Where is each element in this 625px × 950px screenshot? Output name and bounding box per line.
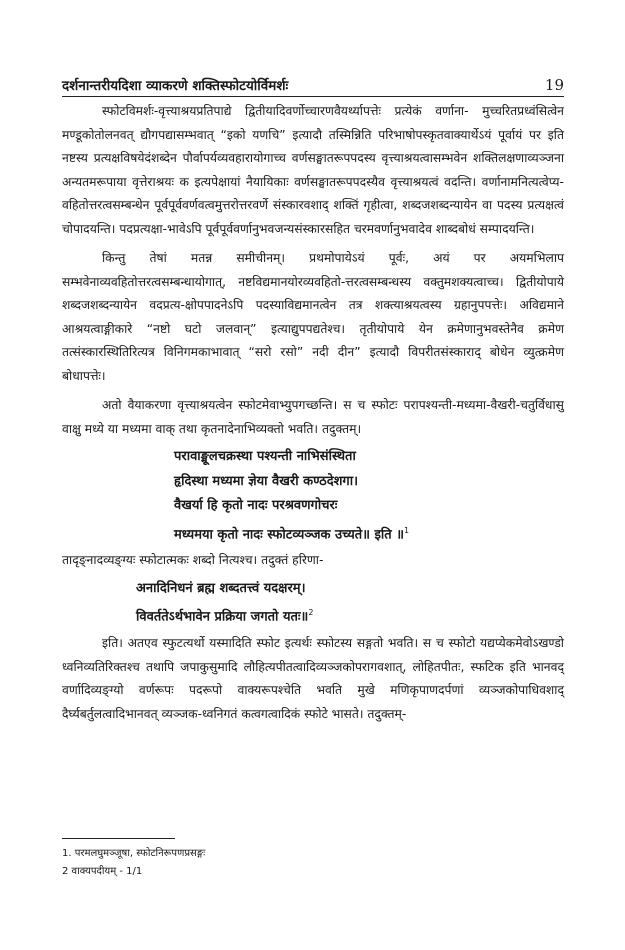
footnote-ref: 2	[308, 608, 314, 618]
verse-block-brahma	[62, 577, 564, 630]
verse-line: विवर्ततेऽर्थभावेन प्रक्रिया जगतो यतः॥	[136, 609, 309, 625]
paragraph-hari-intro: तादृङ्नादव्यङ्ग्यः स्फोटात्मकः शब्दो नित्यश्च। तदुक्तं हरिणा-	[62, 553, 324, 568]
verse-line: मध्यमया कृतो नादः स्फोटव्यञ्जक उच्यते॥ इति ॥	[174, 526, 404, 542]
footnote-divider	[62, 838, 175, 839]
footnote-1: 1. परमलघुमञ्जूषा, स्फोटनिरूपणप्रसङ्गः	[62, 848, 206, 859]
paragraph-sphota-vimarsha: स्फोटविमर्शः-वृत्त्याश्रयप्रतिपाद्ये द्वितीयादिवर्णोच्चारणवैयर्थ्यापत्तेः प्रत्येकं वर्णाना- मुच्चरितप्रध्वंसित्वेन मण्डूकोतोलनवत् द्यौगपद्यासम्भवात् “इको यणचि” इत्यादौ तस्मिन्निति परिभाषोपस्कृतवाक्यार्थेऽयं पूर्वायं पर इति नष्टस्य प्रत्यक्षविषयेदंशब्देन पौर्वापर्यव्यवहारायोगाच्च वर्णसङ्घातरूपपदस्य वृत्त्याश्रयत्वासम्भवेन शक्तिलक्षणाव्यञ्जना अन्यतमरूपाया वृत्तेराश्रयः क इत्यपेक्षायां नैयायिकाः वर्णसङ्घातरूपपदस्यैव वृत्त्याश्रयत्वं वदन्ति। वर्णानामनित्यत्वेप्य-वहितोत्तरत्वसम्बन्धेन पूर्वपूर्ववर्णवत्वमुत्तरोत्तरवर्णे संस्कारवशाद् शक्तिं गृहीत्वा, शब्दजशब्दन्यायेन वा पदस्य प्रत्यक्षत्वं चोपादयन्ति। पदप्रत्यक्षा-भावेऽपि पूर्वपूर्ववर्णानुभवजन्यसंस्कारसहित चरमवर्णानुभवादेव शाब्दबोधं सम्पादयन्ति।	[62, 104, 564, 236]
footnote-ref: 1	[403, 525, 410, 535]
verse-line: परावाङ्मूलचक्रस्था पश्यन्ती नाभिसंस्थिता	[174, 449, 356, 464]
footnotes	[62, 845, 205, 881]
page-number: 19	[544, 76, 564, 94]
paragraph-sphota-meaning: इति। अतएव स्फुटत्यर्थो यस्मादिति स्फोट इत्यर्थः स्फोटस्य सङ्गतो भवति। स च स्फोटो यद्यप्येकमेवोऽखण्डो ध्वनिव्यतिरिक्तश्च तथापि जपाकुसुमादि लौहित्यपीतत्वादिव्यञ्जकोपरागवशात्, लोहितपीतः, स्फटिक इति भानवद् वर्णादिव्यङ्ग्यो वर्णरूपः पदरूपो वाक्यरूपश्चेति भवति मुखे मणिकृपाणदर्पणां व्यञ्जकोपाधिवशाद् दैर्घ्यबर्तुलत्वादिभानवत् व्यञ्जक-ध्वनिगतं कत्वगत्वादिकं स्फोटे भासते। तदुक्तम्-	[62, 636, 564, 721]
paragraph-grammarians: अतो वैयाकरणा वृत्त्याश्रयत्वेन स्फोटमेवाभ्युपगच्छन्ति। स च स्फोटः परापश्यन्ती-मध्यमा-वैखरी-चतुर्विधासु वाक्षु मध्ये या मध्यमा वाक् तथा कृतनादेनाभिव्यक्तो भवति। तदुक्तम्।	[62, 398, 564, 436]
header-title: दर्शनान्तरीयदिशा व्याकरणे शक्तिस्फोटयोर्विमर्शः	[62, 78, 289, 94]
verse-line-with-note	[62, 601, 564, 630]
verse-line: हृदिस्था मध्यमा ज्ञेया वैखरी कण्ठदेशगा।	[174, 473, 359, 489]
page-body	[62, 100, 564, 726]
footnote-2: 2 वाक्यपदीयम् - 1/1	[62, 866, 143, 877]
verse-block-vak	[62, 445, 564, 547]
verse-line-with-note	[62, 519, 564, 548]
verse-line: अनादिनिधनं ब्रह्म शब्दतत्त्वं यदक्षरम्।	[136, 580, 306, 596]
paragraph-critique: किन्तु तेषां मतन्न समीचीनम्। प्रथमोपायेऽयं पूर्वः, अयं पर अयमभिलाप सम्भवेनाव्यवहितोत्तरत्वसम्बन्धायोगात्, नष्टविद्यमानयोरव्यवहितो-त्तरत्वसम्बन्धस्य वक्तुमशक्यत्वाच्च। द्वितीयोपाये शब्दजशब्दन्यायेन वदप्रत्य-क्षोपपादनेऽपि पदस्याविद्यमानत्वेन तत्र शक्त्याश्रयत्वस्य ग्रहानुपपत्तेः। अविद्यमाने आश्रयत्वाङ्गीकारे “नष्टो घटो जलवान्” इत्याद्युपपद्यतेश्च। तृतीयोपाये येन क्रमेणानुभवस्तेनैव क्रमेण तत्संस्कारस्थितिरित्यत्र विनिगमकाभावात् “सरो रसो” नदी दीन” इत्यादौ विपरीतसंस्काराद् बोधेन व्युत्क्रमेण बोधापत्तेः।	[62, 251, 564, 383]
running-header	[62, 70, 564, 97]
verse-line: वैखर्या हि कृतो नादः परश्रवणगोचरः	[174, 498, 338, 513]
